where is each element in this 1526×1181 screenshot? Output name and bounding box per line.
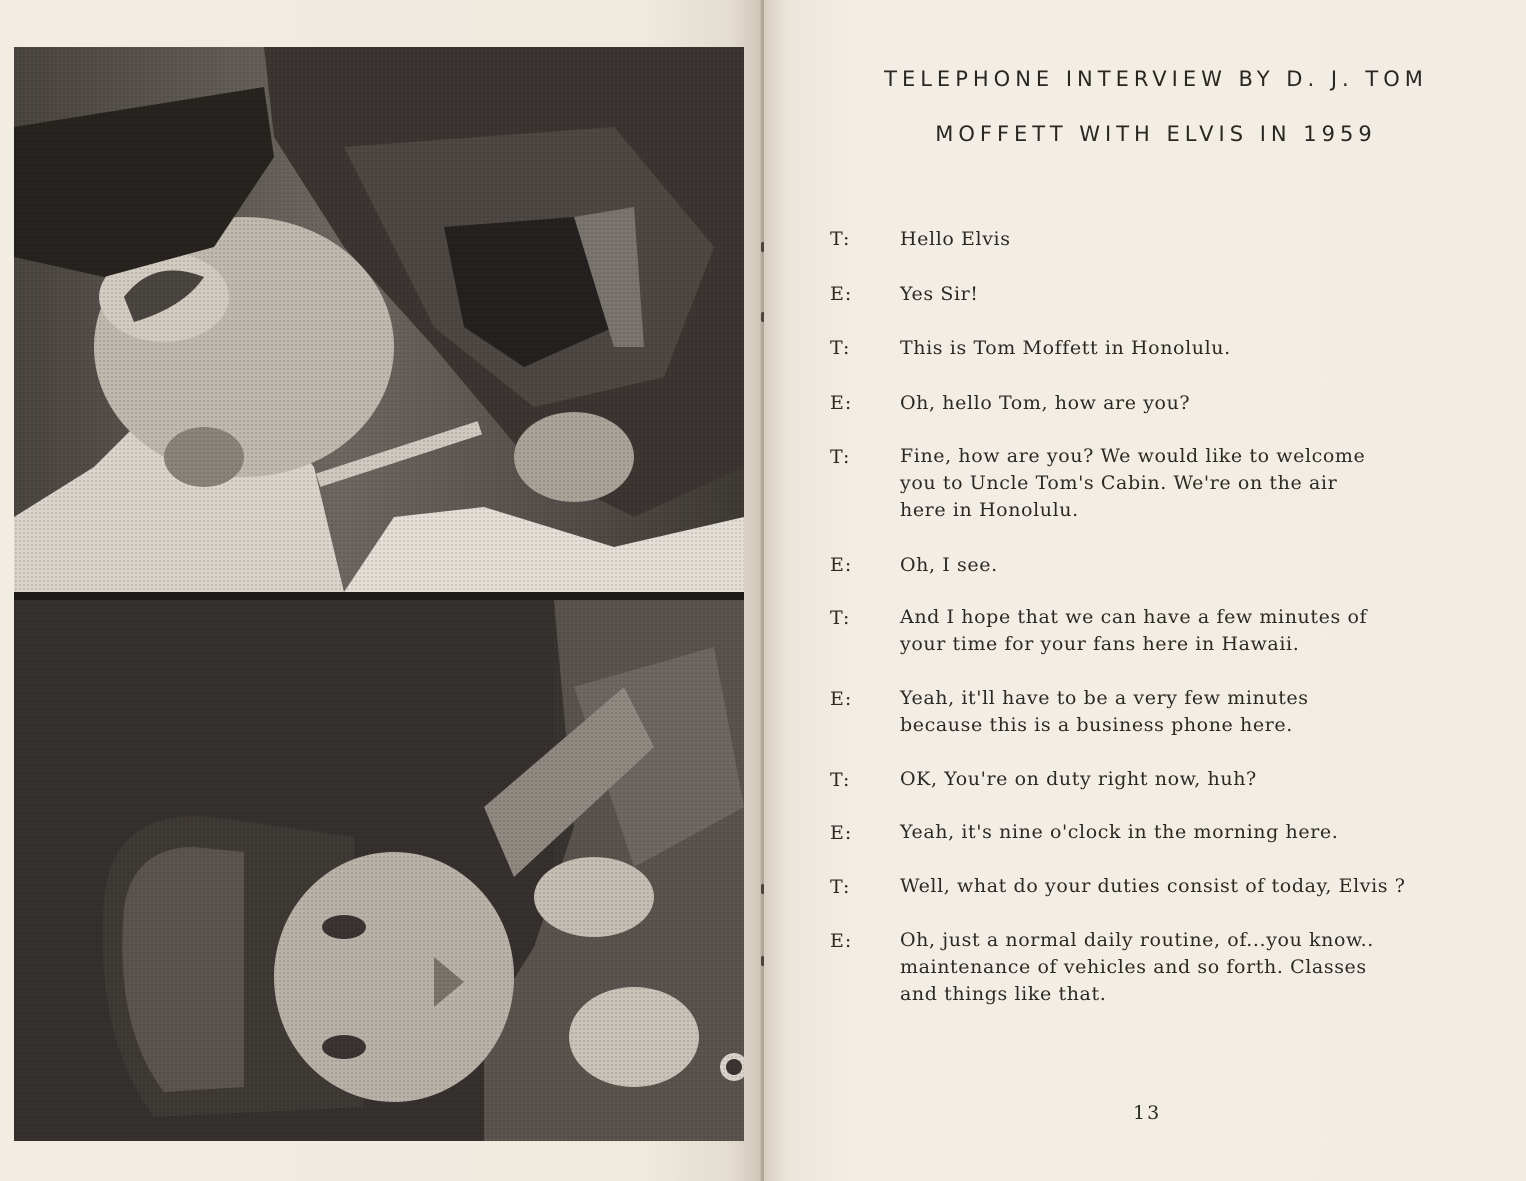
- dialogue-speaker: E:: [830, 392, 853, 414]
- rotated-photo-elvis-in-uniform: [14, 47, 744, 1141]
- dialogue-line: because this is a business phone here.: [900, 714, 1293, 736]
- dialogue-line: And I hope that we can have a few minutes of: [900, 606, 1368, 628]
- dialogue-speaker: T:: [830, 337, 851, 359]
- page-number: 13: [1133, 1102, 1162, 1124]
- dialogue-speaker: T:: [830, 607, 851, 629]
- dialogue-speaker: E:: [830, 822, 853, 844]
- dialogue-line: Yes Sir!: [900, 283, 979, 305]
- dialogue-speaker: T:: [830, 228, 851, 250]
- dialogue-line: Yeah, it's nine o'clock in the morning here.: [900, 821, 1339, 843]
- dialogue-line: Oh, hello Tom, how are you?: [900, 392, 1191, 414]
- dialogue-line: here in Honolulu.: [900, 499, 1079, 521]
- photo-illustration: [14, 47, 744, 1141]
- dialogue-line: you to Uncle Tom's Cabin. We're on the air: [900, 472, 1338, 494]
- dialogue-line: Oh, I see.: [900, 554, 998, 576]
- dialogue-line: Fine, how are you? We would like to welcome: [900, 445, 1366, 467]
- dialogue-line: your time for your fans here in Hawaii.: [900, 633, 1300, 655]
- dialogue-speaker: E:: [830, 930, 853, 952]
- dialogue-line: Hello Elvis: [900, 228, 1011, 250]
- right-page: [764, 0, 1526, 1181]
- dialogue-speaker: T:: [830, 769, 851, 791]
- dialogue-line: This is Tom Moffett in Honolulu.: [900, 337, 1231, 359]
- page-title-line-1: TELEPHONE INTERVIEW BY D. J. TOM: [884, 67, 1428, 91]
- page-title-line-2: MOFFETT WITH ELVIS IN 1959: [935, 122, 1377, 146]
- dialogue-speaker: E:: [830, 554, 853, 576]
- dialogue-line: and things like that.: [900, 983, 1107, 1005]
- dialogue-line: Yeah, it'll have to be a very few minutes: [900, 687, 1309, 709]
- dialogue-speaker: T:: [830, 876, 851, 898]
- dialogue-line: OK, You're on duty right now, huh?: [900, 768, 1257, 790]
- dialogue-line: maintenance of vehicles and so forth. Classes: [900, 956, 1367, 978]
- left-page: [0, 0, 762, 1181]
- dialogue-speaker: E:: [830, 688, 853, 710]
- dialogue-line: Oh, just a normal daily routine, of...you know..: [900, 929, 1374, 951]
- dialogue-line: Well, what do your duties consist of today, Elvis ?: [900, 875, 1406, 897]
- dialogue-speaker: E:: [830, 283, 853, 305]
- dialogue-speaker: T:: [830, 446, 851, 468]
